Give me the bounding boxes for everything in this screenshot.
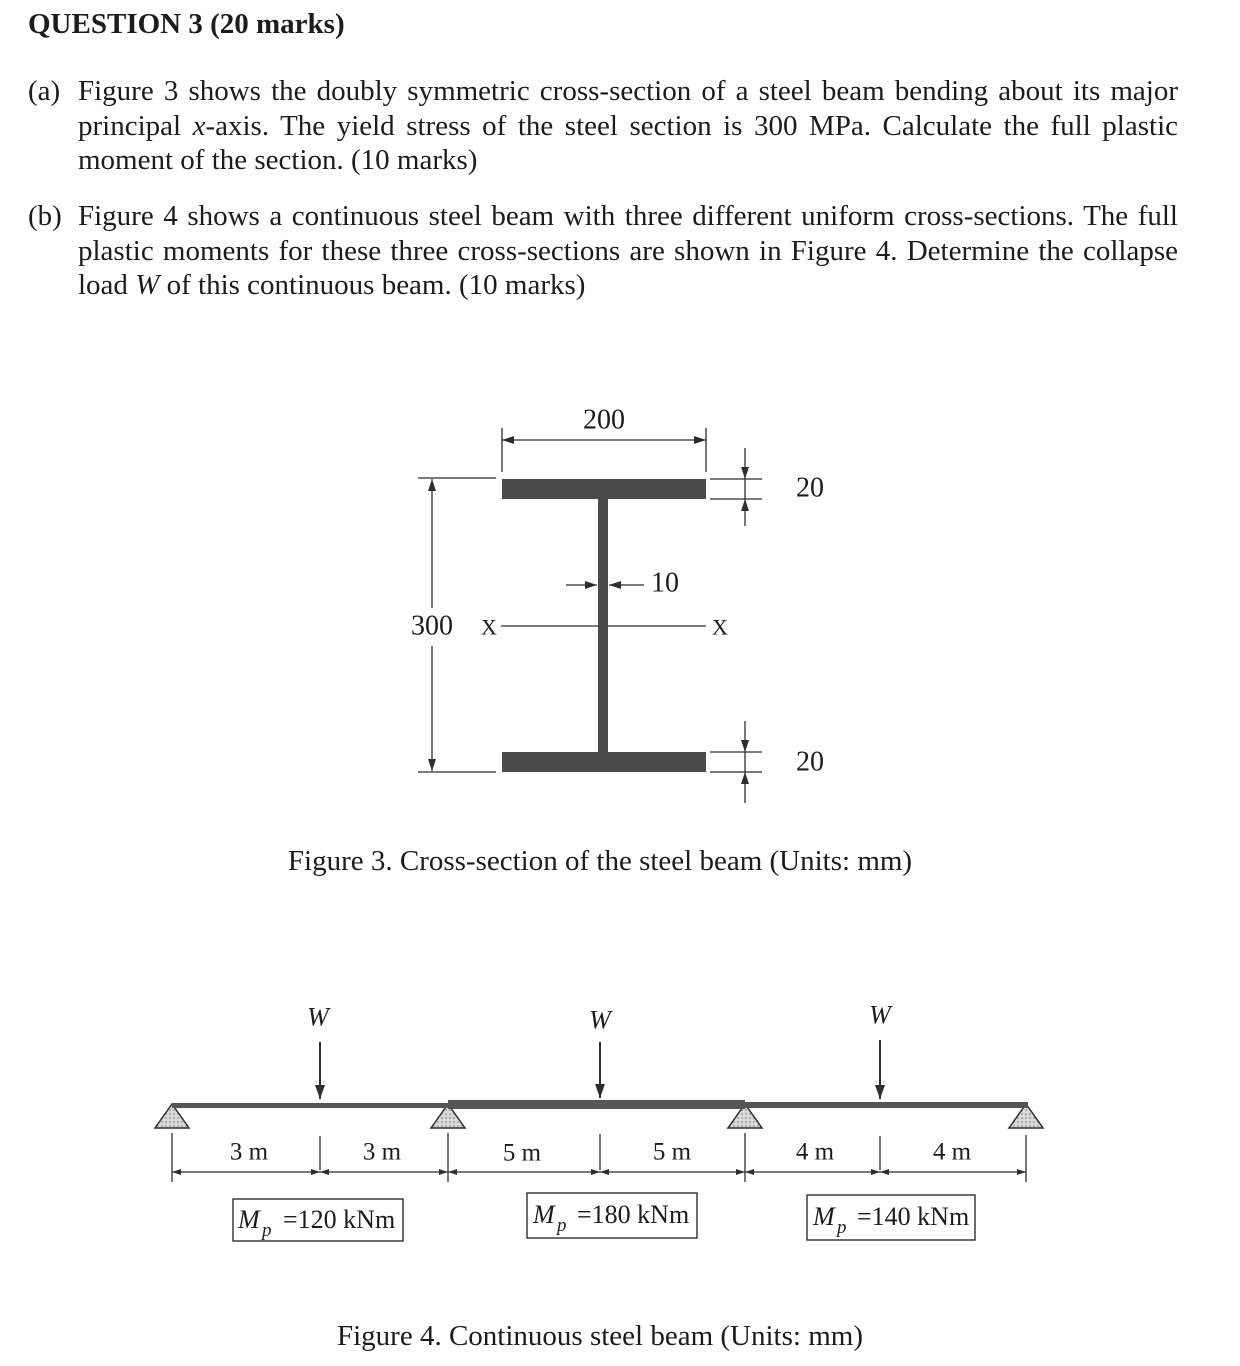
plastic-moment-subscript-1: p	[262, 1220, 272, 1241]
plastic-moment-symbol-3: M	[813, 1202, 835, 1231]
part-b-line-1: Figure 4 shows a continuous steel beam with three different uniform cross-sections. The full	[78, 200, 1178, 232]
plastic-moment-symbol-2: M	[533, 1200, 555, 1229]
part-b-line-3-start: load	[78, 269, 136, 301]
axis-label-left: X	[481, 614, 497, 640]
figure-3-cross-section	[0, 390, 1240, 820]
plastic-moment-value-3: =140 kNm	[857, 1202, 970, 1231]
question-title: QUESTION 3 (20 marks)	[28, 8, 345, 40]
part-a-line-2-start: principal	[78, 109, 193, 142]
segment-label-6: 4 m	[932, 1138, 972, 1166]
beam-span-3	[745, 1102, 1028, 1108]
segment-label-3: 5 m	[502, 1139, 542, 1167]
flange-width-label: 200	[583, 404, 625, 436]
part-b-label: (b)	[28, 200, 62, 232]
bottom-flange-thickness-label: 20	[796, 746, 824, 778]
question-part-b	[28, 199, 1178, 303]
part-a-line-2-end: -axis. The yield stress of the steel section is 300 MPa. Calculate the full plastic	[205, 109, 1178, 142]
figure-4-continuous-beam	[0, 990, 1240, 1260]
part-b-line-2: plastic moments for these three cross-sections are shown in Figure 4. Determine the collapse	[78, 234, 1178, 267]
axis-label-right: X	[712, 614, 728, 640]
bottom-flange	[502, 752, 706, 772]
plastic-moment-subscript-2: p	[557, 1215, 567, 1236]
segment-label-1: 3 m	[229, 1138, 269, 1166]
figure-3-caption: Figure 3. Cross-section of the steel beam (Units: mm)	[287, 845, 913, 877]
beam-span-1	[172, 1103, 448, 1108]
italic-w-symbol: W	[135, 269, 160, 301]
part-b-line-3	[78, 268, 1178, 303]
question-part-a	[28, 74, 1178, 178]
part-a-line-2	[78, 109, 1178, 144]
plastic-moment-subscript-3: p	[837, 1217, 847, 1238]
beam-span-2	[448, 1100, 745, 1109]
load-label-3: W	[869, 1000, 891, 1030]
load-label-2: W	[589, 1005, 611, 1035]
depth-label: 300	[411, 610, 453, 642]
web-thickness-label: 10	[651, 567, 679, 599]
part-a-text	[78, 74, 1178, 178]
part-b-line-3-end: of this continuous beam. (10 marks)	[159, 269, 586, 301]
segment-label-2: 3 m	[362, 1138, 402, 1166]
part-b-text	[78, 199, 1178, 303]
plastic-moment-symbol-1: M	[238, 1205, 260, 1234]
segment-label-5: 4 m	[795, 1138, 835, 1166]
web	[598, 499, 608, 752]
plastic-moment-value-2: =180 kNm	[577, 1200, 690, 1229]
load-label-1: W	[307, 1002, 329, 1032]
plastic-moment-value-1: =120 kNm	[283, 1205, 396, 1234]
figure-4-caption: Figure 4. Continuous steel beam (Units: mm)	[337, 1320, 863, 1352]
part-a-line-1: Figure 3 shows the doubly symmetric cross-section of a steel beam bending about its major	[78, 75, 1178, 107]
italic-x-symbol: x	[192, 109, 206, 142]
segment-label-4: 5 m	[652, 1138, 692, 1166]
top-flange	[502, 479, 706, 499]
top-flange-thickness-label: 20	[796, 472, 824, 504]
part-a-line-3: moment of the section. (10 marks)	[78, 144, 478, 176]
part-a-label: (a)	[28, 75, 61, 107]
